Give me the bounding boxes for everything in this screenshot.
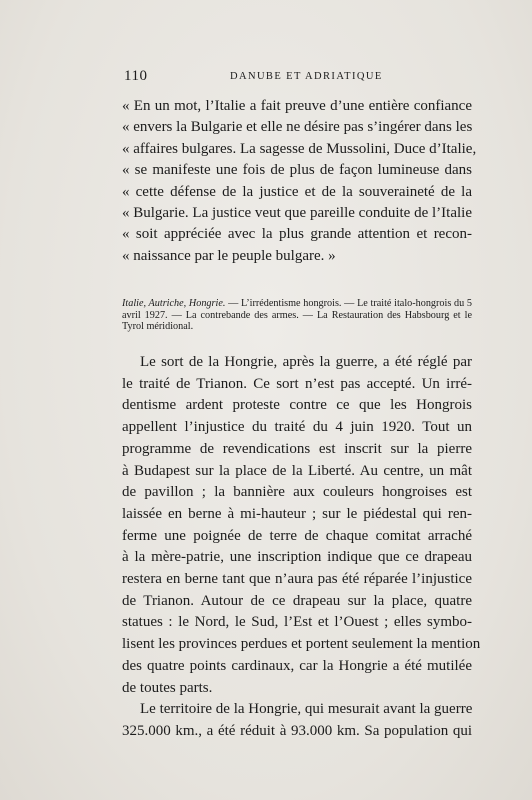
quote-line: « envers la Bulgarie et elle ne désire pas s’ingérer dans les [122, 119, 473, 136]
running-title: DANUBE ET ADRIATIQUE [230, 71, 383, 82]
quotation-block [122, 96, 477, 267]
quote-line: « se manifeste une fois de plus de façon lumineuse dans [122, 162, 472, 179]
summary-text: — L’irrédentisme hongrois. — Le traité italo-hongrois du 5 avril 1927. — La contrebande des armes. — La Restauration des Habsbourg et le Tyrol méridional. [122, 298, 472, 332]
paragraph-line: de toutes parts. [122, 679, 213, 696]
paragraph-line: de Trianon. Autour de ce drapeau sur la place, quatre [122, 592, 472, 609]
paragraph-line: 325.000 km., a été réduit à 93.000 km. Sa population qui [122, 722, 472, 739]
paragraph-line: des quatre points cardinaux, car la Hongrie a été mutilée [122, 657, 472, 674]
quote-line: « cette défense de la justice et de la souveraineté de la [122, 183, 472, 200]
quote-line: « Bulgarie. La justice veut que pareille conduite de l’Italie [122, 205, 472, 222]
paragraph-line: dentisme ardent proteste contre ce que les Hongrois [122, 397, 472, 414]
page-header [124, 68, 474, 88]
summary-heading: Italie, Autriche, Hongrie. [122, 298, 226, 309]
paragraph-line: restera en berne tant que n’aura pas été réparée l’injustice [122, 571, 472, 588]
paragraph-line: appellent l’injustice du traité du 4 juin 1920. Tout un [122, 419, 472, 436]
paragraph-line: statues : le Nord, le Sud, l’Est et l’Ouest ; elles symbo- [122, 614, 472, 631]
section-summary [122, 298, 472, 333]
quote-line: « naissance par le peuple bulgare. » [122, 247, 336, 264]
paragraph-line: Le territoire de la Hongrie, qui mesurait avant la guerre [140, 701, 473, 718]
paragraph-line: à la mère-patrie, une inscription indique que ce drapeau [122, 549, 472, 566]
quote-line: « soit appréciée avec la plus grande attention et recon- [122, 226, 472, 243]
paragraph-line: lisent les provinces perdues et portent seulement la mention [122, 636, 481, 653]
paragraph-line: Le sort de la Hongrie, après la guerre, a été réglé par [140, 354, 472, 370]
quote-line: « En un mot, l’Italie a fait preuve d’une entière confiance [122, 98, 472, 114]
body-text [122, 352, 481, 743]
page-number: 110 [124, 68, 148, 84]
paragraph-line: ferme une poignée de terre de chaque comitat arraché [122, 527, 472, 544]
paragraph-line: laissée en berne à mi-hauteur ; sur le piédestal qui ren- [122, 505, 472, 522]
paragraph-line: programme de revendications est inscrit sur la pierre [122, 440, 472, 457]
quote-line: « affaires bulgares. La sagesse de Mussolini, Duce d’Italie, [122, 140, 477, 157]
paragraph-line: le traité de Trianon. Ce sort n’est pas accepté. Un irré- [122, 375, 472, 392]
paragraph-line: à Budapest sur la place de la Liberté. Au centre, un mât [122, 462, 472, 479]
paragraph-line: de pavillon ; la bannière aux couleurs hongroises est [122, 484, 472, 501]
